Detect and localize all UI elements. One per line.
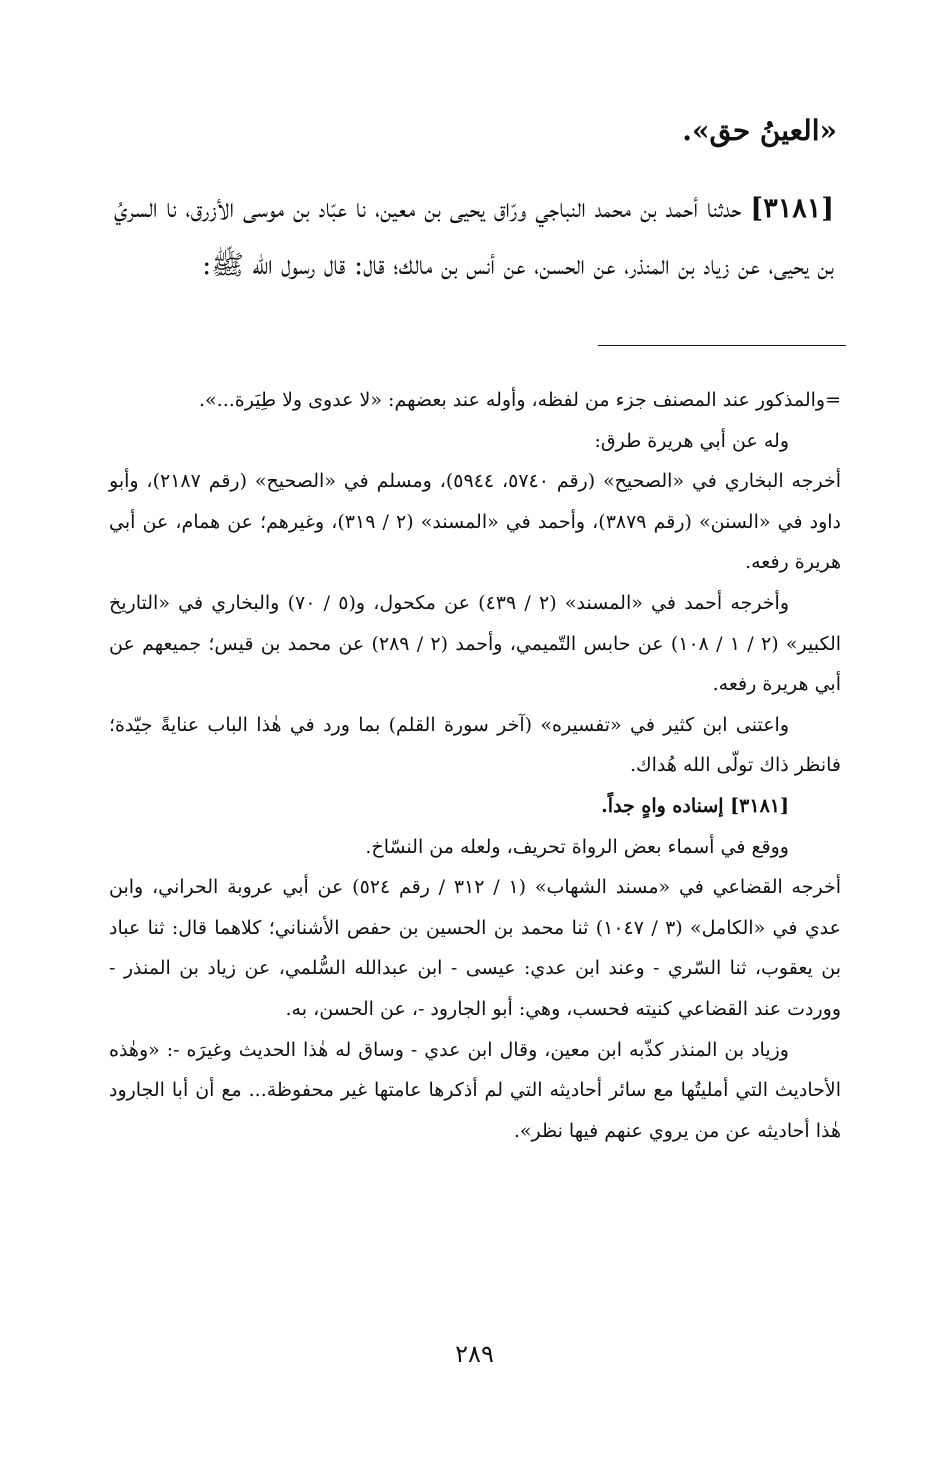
hadith-number: [٣١٨١] [750, 193, 834, 224]
note-paragraph-2: وله عن أبي هريرة طرق: [594, 429, 789, 452]
hadith-text: حدثنا أحمد بن محمد النباجي ورّاق يحيى بن معين، نا عبّاد بن موسى الأزرق، نا السريُ بن يحيى، عن زياد بن المنذر، عن الحسن، عن أنس بن مالك؛ قال: قال رسول الله ﷺ: [114, 193, 834, 281]
note-paragraph-7: ووقع في أسماء بعض الرواة تحريف، ولعله من النسّاخ. [365, 835, 789, 858]
note-paragraph-8: أخرجه القضاعي في «مسند الشهاب» (١ / ٣١٢ / رقم ٥٢٤) عن أبي عروبة الحراني، وابن عدي في «الكامل» (٣ / ١٠٤٧) ثنا محمد بن الحسين بن حفص الأشناني؛ كلاهما قال: ثنا عباد بن يعقوب، ثنا السّري - وعند ابن عدي: عيسى - ابن عبدالله السُّلمي، عن زياد بن المنذر - ووردت عند القضاعي كنيته فحسب، وهي: أبو الجارود -، عن الحسن، به. [109, 876, 841, 1020]
note-paragraph-9: وزياد بن المنذر كذّبه ابن معين، وقال ابن عدي - وساق له هٰذا الحديث وغيرَه -: «وهٰذه الأحاديث التي أمليتُها مع سائر أحاديثه التي لم أذكرها عامتها غير محفوظة... مع أن أبا الجارود هٰذا أحاديثه عن من يروي عنهم فيها نظر». [109, 1038, 841, 1142]
note-paragraph-4: وأخرجه أحمد في «المسند» (٢ / ٤٣٩) عن مكحول، و(٥ / ٧٠) والبخاري في «التاريخ الكبير» (٢ / ١ / ١٠٨) عن حابس التّميمي، وأحمد (٢ / ٢٨٩) عن محمد بن قيس؛ جميعهم عن أبي هريرة رفعه. [109, 591, 842, 696]
hadith-paragraph [114, 180, 834, 294]
quote-line: «العينُ حق». [682, 114, 837, 147]
footnotes-block [109, 380, 841, 1151]
note-paragraph-1: =والمذكور عند المصنف جزء من لفظه، وأوله عند بعضهم: «لا عدوى ولا طِيَرة...». [198, 389, 841, 411]
note-paragraph-5: واعتنى ابن كثير في «تفسيره» (آخر سورة القلم) بما ورد في هٰذا الباب عنايةً جيّدة؛ فانظر ذاك تولّى الله هُداك. [109, 713, 841, 777]
note-paragraph-3: أخرجه البخاري في «الصحيح» (رقم ٥٧٤٠، ٥٩٤٤)، ومسلم في «الصحيح» (رقم ٢١٨٧)، وأبو داود في «السنن» (رقم ٣٨٧٩)، وأحمد في «المسند» (٢ / ٣١٩)، وغيرهم؛ عن همام، عن أبي هريرة رفعه. [109, 470, 842, 574]
footnote-divider [598, 345, 846, 346]
page-number: ٢٨٩ [455, 1340, 494, 1368]
note-heading-3181: [٣١٨١] إسناده واهٍ جداً. [601, 794, 789, 817]
